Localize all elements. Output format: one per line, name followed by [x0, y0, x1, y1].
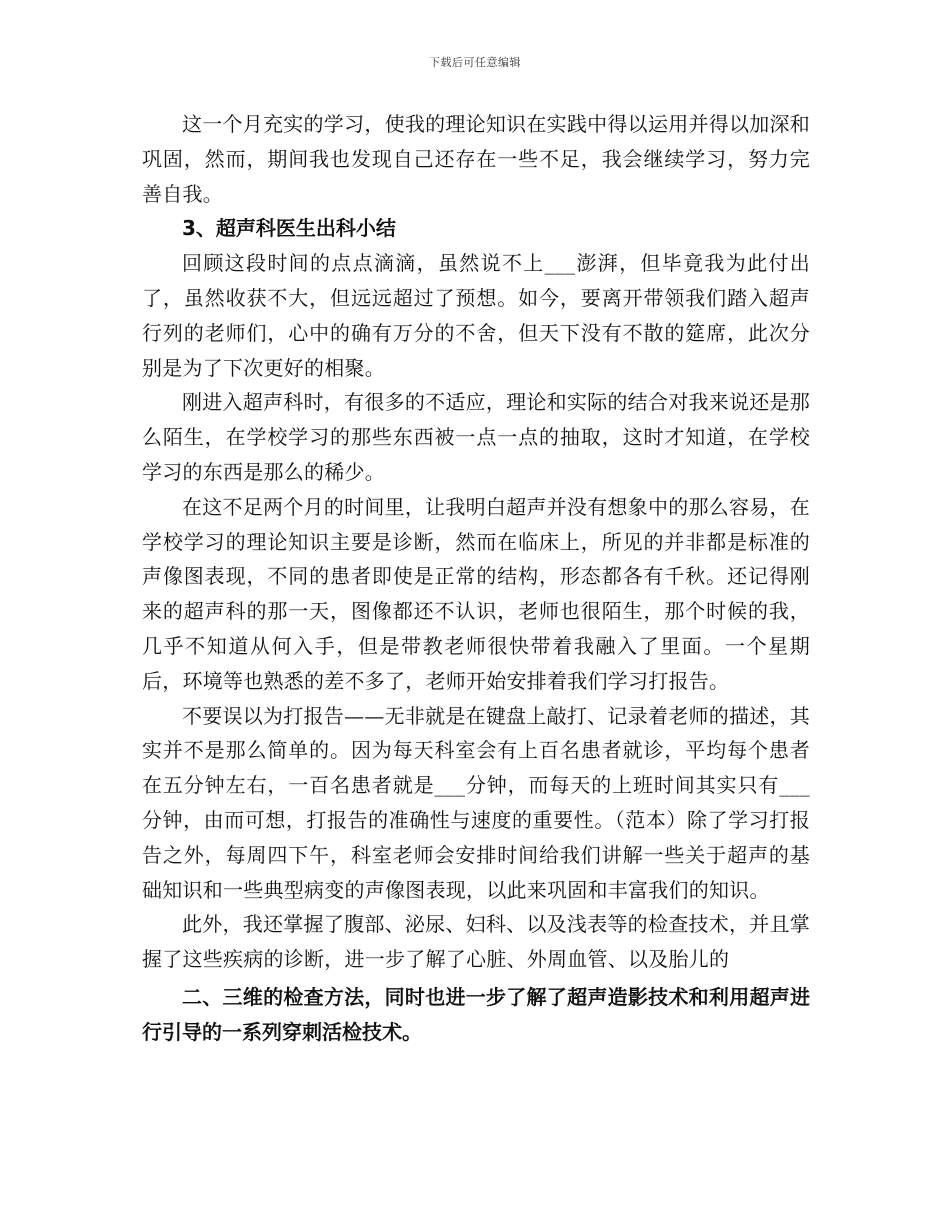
paragraph-review: 回顾这段时间的点点滴滴，虽然说不上___澎湃，但毕竟我为此付出了，虽然收获不大，但远远超过了预想。如今，要离开带领我们踏入超声行列的老师们，心中的确有万分的不舍，但天下没有不散的筵席，此次分别是为了下次更好的相聚。	[142, 251, 810, 380]
document-body	[142, 107, 810, 1051]
page-header: 下载后可任意编辑	[429, 56, 521, 69]
paragraph-bold-methods: 二、三维的检查方法，同时也进一步了解了超声造影技术和利用超声进行引导的一系列穿刺活检技术。	[142, 984, 810, 1045]
paragraph-techniques: 此外，我还掌握了腹部、泌尿、妇科、以及浅表等的检查技术，并且掌握了这些疾病的诊断，进一步了解了心脏、外周血管、以及胎儿的	[142, 912, 810, 972]
paragraph-reports: 不要误以为打报告——无非就是在键盘上敲打、记录着老师的描述，其实并不是那么简单的。因为每天科室会有上百名患者就诊，平均每个患者在五分钟左右，一百名患者就是___分钟，而每天的上班时间其实只有___分钟，由而可想，打报告的准确性与速度的重要性。（范本）除了学习打报告之外，每周四下午，科室老师会安排时间给我们讲解一些关于超声的基础知识和一些典型病变的声像图表现，以此来巩固和丰富我们的知识。	[142, 703, 810, 902]
paragraph-two-months: 在这不足两个月的时间里，让我明白超声并没有想象中的那么容易，在学校学习的理论知识主要是诊断，然而在临床上，所见的并非都是标准的声像图表现，不同的患者即使是正常的结构，形态都各有千秋。还记得刚来的超声科的那一天，图像都还不认识，老师也很陌生，那个时候的我，几乎不知道从何入手，但是带教老师很快带着我融入了里面。一个星期后，环境等也熟悉的差不多了，老师开始安排着我们学习打报告。	[142, 494, 810, 693]
paragraph-summary: 这一个月充实的学习，使我的理论知识在实践中得以运用并得以加深和巩固，然而，期间我也发现自己还存在一些不足，我会继续学习，努力完善自我。	[142, 112, 810, 206]
section-heading: 3、超声科医生出科小结	[182, 216, 396, 241]
paragraph-first-entry: 刚进入超声科时，有很多的不适应，理论和实际的结合对我来说还是那么陌生，在学校学习的那些东西被一点一点的抽取，这时才知道，在学校学习的东西是那么的稀少。	[142, 390, 810, 484]
